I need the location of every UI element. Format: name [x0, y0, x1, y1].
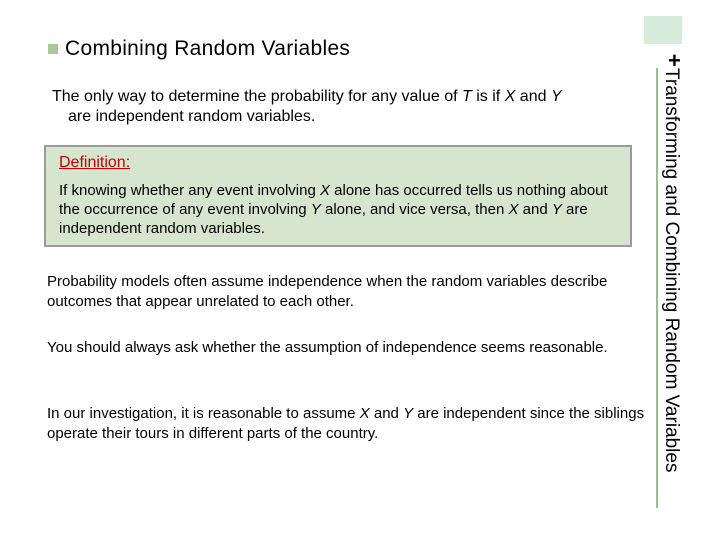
slide-title [48, 37, 350, 61]
plus-icon: + [668, 48, 681, 73]
definition-body: If knowing whether any event involving X alone has occurred tells us nothing about the occurrence of any event involving Y alone, and vice versa, then X and Y are independent random variables. [59, 182, 608, 237]
paragraph-independence-models: Probability models often assume independence when the random variables describe outcomes that appear unrelated to each other. [47, 273, 608, 310]
intro-line-1: The only way to determine the probability for any value of T is if X and Y [52, 88, 562, 105]
definition-term: independent random variables [59, 220, 261, 237]
intro-line-2: are independent random variables. [68, 108, 316, 125]
square-bullet-icon [48, 44, 58, 54]
slide-title-text: Combining Random Variables [65, 37, 351, 60]
paragraph-investigation: In our investigation, it is reasonable to assume X and Y are independent since the siblings operate their tours in different parts of the country. [47, 405, 645, 442]
side-divider [656, 68, 658, 508]
paragraph-ask-assumption: You should always ask whether the assumption of independence seems reasonable. [47, 339, 608, 356]
corner-accent-bar [644, 16, 682, 44]
side-title [660, 68, 682, 508]
definition-heading: Definition: [59, 154, 131, 171]
intro-text [52, 87, 647, 127]
definition-box [44, 145, 632, 247]
side-title-text: Transforming and Combining Random Variables [661, 68, 682, 473]
